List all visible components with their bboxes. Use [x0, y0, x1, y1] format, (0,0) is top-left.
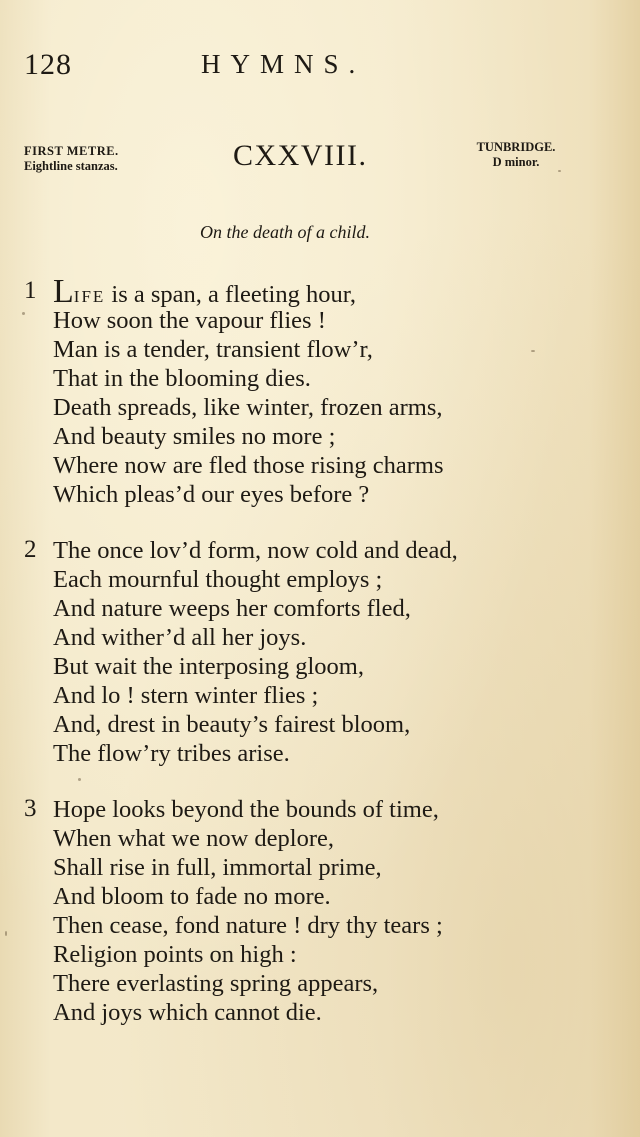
verse-line: And nature weeps her comforts fled,: [53, 595, 411, 622]
verse-line: Man is a tender, transient flow’r,: [53, 336, 373, 363]
verse-line: Death spreads, like winter, frozen arms,: [53, 394, 443, 421]
verse-line: Each mournful thought employs ;: [53, 566, 383, 593]
meter-line-1: FIRST METRE.: [24, 144, 119, 158]
stanza-number: 1: [24, 277, 37, 304]
verse-line: And, drest in beauty’s fairest bloom,: [53, 711, 411, 738]
verse-line: Then cease, fond nature ! dry thy tears ;: [53, 912, 443, 939]
meter-note: [24, 144, 119, 174]
drop-cap: L: [53, 273, 74, 310]
hymn-number: CXXVIII.: [233, 139, 368, 172]
verse-line: Hope looks beyond the bounds of time,: [53, 796, 439, 823]
tune-key: D minor.: [492, 155, 540, 169]
verse-line: And wither’d all her joys.: [53, 624, 307, 651]
verse-line: And beauty smiles no more ;: [53, 423, 336, 450]
verse-line: Shall rise in full, immortal prime,: [53, 854, 382, 881]
verse-line: And lo ! stern winter flies ;: [53, 682, 319, 709]
verse-line: The once lov’d form, now cold and dead,: [53, 537, 458, 564]
small-caps-word: IFE: [73, 287, 106, 306]
stanza-number: 3: [24, 795, 37, 822]
tune-name: TUNBRIDGE.: [476, 140, 556, 154]
hymn-subtitle: On the death of a child.: [200, 222, 370, 242]
verse-line: When what we now deplore,: [53, 825, 334, 852]
paper-speck: [558, 170, 561, 172]
page-number: 128: [24, 48, 72, 81]
stanza-number: 2: [24, 536, 37, 563]
verse-line: That in the blooming dies.: [53, 365, 311, 392]
paper-speck: [5, 931, 7, 936]
verse-line-rest: is a span, a fleeting hour,: [105, 281, 357, 308]
verse-line: Which pleas’d our eyes before ?: [53, 481, 370, 508]
tune-note: [463, 140, 569, 170]
verse-line: And joys which cannot die.: [53, 999, 322, 1026]
paper-speck: [78, 778, 81, 781]
verse-line: How soon the vapour flies !: [53, 307, 326, 334]
verse-line: Religion points on high :: [53, 941, 297, 968]
meter-line-2: Eightline stanzas.: [24, 159, 118, 173]
verse-line: The flow’ry tribes arise.: [53, 740, 290, 767]
paper-speck: [531, 350, 535, 352]
paper-speck: [22, 312, 25, 315]
verse-line: Where now are fled those rising charms: [53, 452, 444, 479]
verse-line: But wait the interposing gloom,: [53, 653, 364, 680]
verse-line: And bloom to fade no more.: [53, 883, 331, 910]
running-head: HYMNS.: [201, 49, 366, 79]
verse-line: There everlasting spring appears,: [53, 970, 379, 997]
